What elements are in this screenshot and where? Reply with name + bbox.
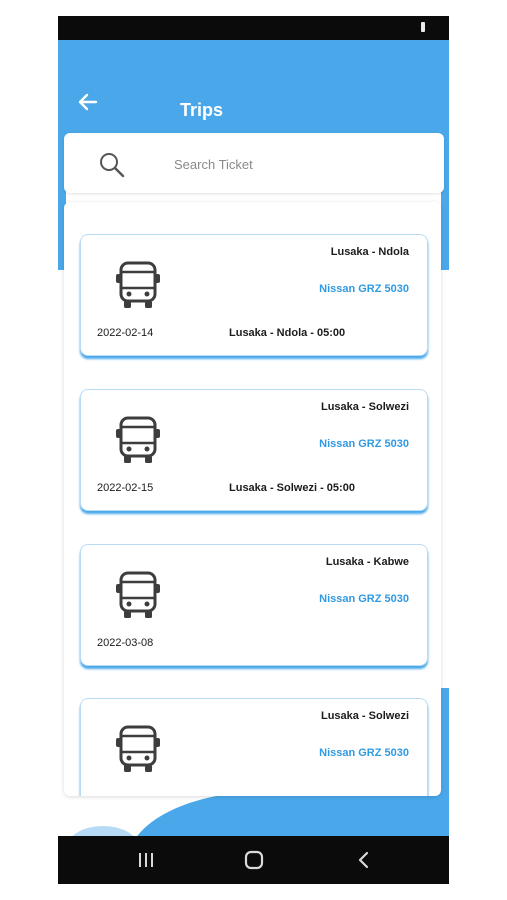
trip-card[interactable] (80, 234, 428, 356)
trip-date: 2022-02-15 (97, 482, 154, 494)
trip-route: Lusaka - Solwezi (320, 401, 409, 413)
trip-vehicle: Nissan GRZ 5030 (319, 438, 409, 450)
trip-card[interactable] (80, 544, 428, 666)
search-bar[interactable] (64, 133, 444, 193)
system-navigation-bar (58, 836, 449, 884)
trip-detail: Lusaka - Ndola - 05:00 (229, 327, 346, 339)
trip-detail: Lusaka - Solwezi - 05:00 (229, 482, 355, 494)
trips-list[interactable] (64, 202, 441, 796)
trip-date: 2022-03-08 (97, 637, 154, 649)
search-input[interactable] (172, 151, 416, 177)
trip-card[interactable] (80, 698, 428, 796)
home-icon[interactable] (244, 850, 264, 870)
search-icon[interactable] (98, 151, 126, 179)
trip-vehicle: Nissan GRZ 5030 (319, 283, 409, 295)
trip-card[interactable] (80, 389, 428, 511)
trip-date: 2022-02-14 (97, 327, 154, 339)
trip-route: Lusaka - Kabwe (325, 556, 409, 568)
status-bar (58, 16, 449, 40)
recents-icon[interactable] (136, 852, 156, 868)
battery-icon (421, 22, 425, 32)
bus-icon (111, 415, 165, 465)
trip-vehicle: Nissan GRZ 5030 (319, 593, 409, 605)
arrow-left-icon[interactable] (76, 90, 100, 114)
page-title: Trips (180, 100, 224, 120)
phone-screen (58, 16, 449, 884)
bus-icon (111, 570, 165, 620)
trip-route: Lusaka - Ndola (330, 246, 409, 258)
trip-vehicle: Nissan GRZ 5030 (319, 747, 409, 759)
bus-icon (111, 724, 165, 774)
trip-route: Lusaka - Solwezi (320, 710, 409, 722)
bus-icon (111, 260, 165, 310)
back-chevron-icon[interactable] (356, 850, 372, 870)
